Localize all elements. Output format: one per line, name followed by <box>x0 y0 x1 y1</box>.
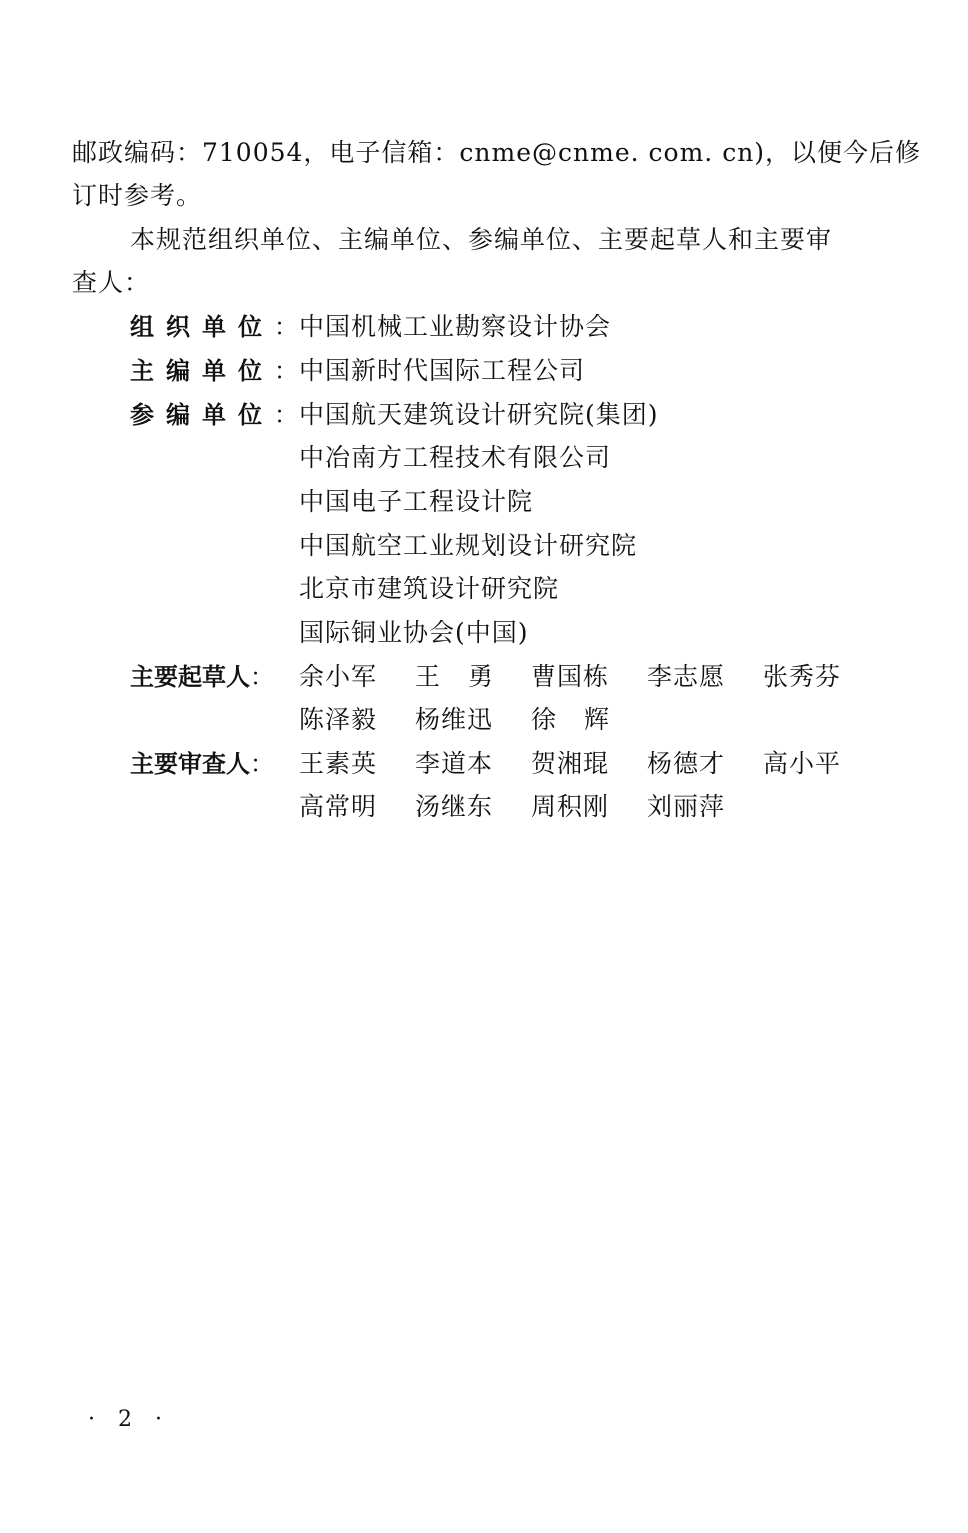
chief-unit-label: 主编单位： <box>130 357 298 385</box>
org-unit-value: 中国机械工业勘察设计协会 <box>299 312 612 341</box>
person-name: 高常明 <box>299 792 378 821</box>
person-name: 余小军 <box>299 662 378 691</box>
person-name: 陈泽毅 <box>299 705 378 734</box>
participating-unit: 中国航空工业规划设计研究院 <box>299 531 638 560</box>
person-name: 张秀芬 <box>763 662 842 691</box>
reviewers-row-2 <box>299 792 763 822</box>
person-name: 周积刚 <box>531 792 610 821</box>
person-name: 王勇 <box>415 662 522 691</box>
person-name: 贺湘琨 <box>531 749 610 778</box>
reviewers-row-1 <box>299 749 879 779</box>
participating-unit: 北京市建筑设计研究院 <box>299 574 560 603</box>
reviewers-label: 主要审查人： <box>130 750 274 778</box>
body-paragraph-line-2: 订时参考。 <box>72 181 203 210</box>
person-name: 曹国栋 <box>531 662 610 691</box>
person-name: 汤继东 <box>415 792 494 821</box>
participating-unit: 国际铜业协会(中国) <box>299 618 529 647</box>
drafters-label: 主要起草人： <box>130 663 274 691</box>
chief-unit-value: 中国新时代国际工程公司 <box>299 356 586 385</box>
person-name: 刘丽萍 <box>647 792 726 821</box>
participating-unit: 中国航天建筑设计研究院(集团) <box>299 400 659 429</box>
person-name: 杨维迅 <box>415 705 494 734</box>
person-name: 徐辉 <box>531 705 638 734</box>
body-paragraph-line-4: 查人： <box>72 268 151 297</box>
drafters-row-2 <box>299 705 647 735</box>
body-paragraph-line-1: 邮政编码：710054，电子信箱：cnme@cnme. com. cn)，以便今后修 <box>72 138 922 167</box>
person-name: 杨德才 <box>647 749 726 778</box>
participating-unit: 中国电子工程设计院 <box>299 487 534 516</box>
org-unit-label: 组织单位： <box>130 313 298 341</box>
person-name: 李志愿 <box>647 662 726 691</box>
participating-units-label: 参编单位： <box>130 401 298 429</box>
person-name: 高小平 <box>763 749 842 778</box>
body-paragraph-line-3: 本规范组织单位、主编单位、参编单位、主要起草人和主要审 <box>130 225 833 254</box>
person-name: 李道本 <box>415 749 494 778</box>
participating-unit: 中冶南方工程技术有限公司 <box>299 443 612 472</box>
person-name: 王素英 <box>299 749 378 778</box>
drafters-row-1 <box>299 662 879 692</box>
page-number: · 2 · <box>88 1407 170 1432</box>
